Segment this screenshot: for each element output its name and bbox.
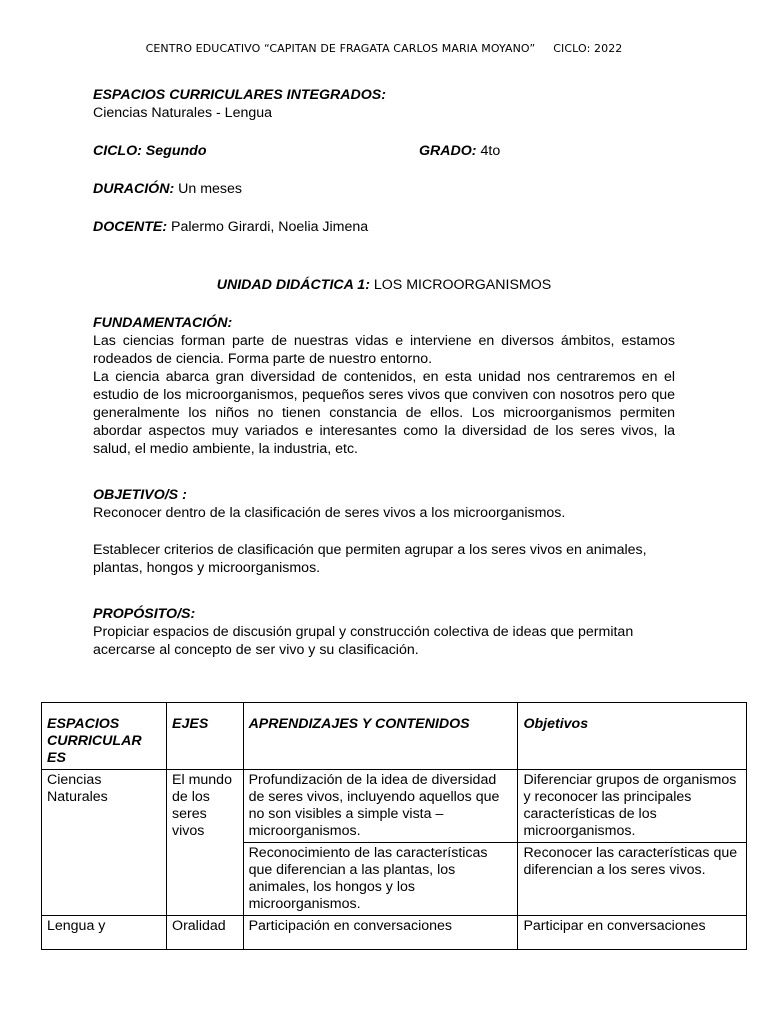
header-aprendizajes: APRENDIZAJES Y CONTENIDOS bbox=[243, 703, 518, 770]
header-ejes: EJES bbox=[167, 703, 244, 770]
page-header bbox=[0, 42, 768, 55]
fundamentacion-p2: La ciencia abarca gran diversidad de contenidos, en esta unidad nos centraremos en el estudio de los microorganismos, pequeños seres vivos que conviven con nosotros pero que generalmente los niños no tienen constancia de ellos. Los microorganismos permiten abordar aspectos muy variados e interesantes como la diversidad de los seres vivos, la salud, el medio ambiente, la industria, etc. bbox=[93, 369, 675, 457]
header-objetivos: Objetivos bbox=[518, 703, 747, 770]
espacios-label: ESPACIOS CURRICULARES INTEGRADOS: bbox=[93, 87, 386, 103]
cell-eje: El mundo de los seres vivos bbox=[167, 770, 244, 916]
document-body bbox=[93, 86, 675, 659]
table-header-row bbox=[42, 703, 747, 770]
espacios-section bbox=[93, 86, 675, 122]
cell-espacio: Lengua y bbox=[42, 916, 167, 950]
unidad-value: LOS MICROORGANISMOS bbox=[369, 277, 552, 293]
table-row bbox=[42, 916, 747, 950]
proposito-text: Propiciar espacios de discusión grupal y construcción colectiva de ideas que permitan acercarse al concepto de ser vivo y su clasificación. bbox=[93, 624, 634, 658]
grado-label: GRADO: bbox=[419, 143, 477, 159]
docente-label: DOCENTE: bbox=[93, 219, 168, 235]
cell-eje: Oralidad bbox=[167, 916, 244, 950]
duracion-value: Un meses bbox=[174, 181, 242, 197]
objetivo-2: Establecer criterios de clasificación que permiten agrupar a los seres vivos en animales, plantas, hongos y microorganismos. bbox=[93, 542, 647, 576]
docente-value: Palermo Girardi, Noelia Jimena bbox=[167, 219, 369, 235]
fundamentacion-label: FUNDAMENTACIÓN: bbox=[93, 315, 233, 331]
school-name: CENTRO EDUCATIVO “CAPITAN DE FRAGATA CARLOS MARIA MOYANO” bbox=[145, 42, 536, 55]
duracion-label: DURACIÓN: bbox=[93, 181, 175, 197]
cell-contenido: Participación en conversaciones bbox=[243, 916, 518, 950]
docente-line bbox=[93, 218, 675, 236]
cell-espacio: Ciencias Naturales bbox=[42, 770, 167, 916]
ciclo-label: CICLO: Segundo bbox=[93, 143, 207, 159]
cell-objetivo: Reconocer las características que diferencian a los seres vivos. bbox=[518, 843, 747, 916]
cell-contenido: Reconocimiento de las características que diferencian a las plantas, los animales, los hongos y los microorganismos. bbox=[243, 843, 518, 916]
ciclo-grado-row bbox=[93, 142, 675, 160]
unidad-label: UNIDAD DIDÁCTICA 1: bbox=[216, 277, 370, 293]
header-cycle: CICLO: 2022 bbox=[553, 42, 623, 55]
grado-value: 4to bbox=[476, 143, 501, 159]
fundamentacion-p1: Las ciencias forman parte de nuestras vidas e interviene en diversos ámbitos, estamos rodeados de ciencia. Forma parte de nuestro entorno. bbox=[93, 333, 675, 367]
objetivo-1: Reconocer dentro de la clasificación de seres vivos a los microorganismos. bbox=[93, 505, 566, 521]
cell-objetivo: Participar en conversaciones bbox=[518, 916, 747, 950]
cell-contenido: Profundización de la idea de diversidad de seres vivos, incluyendo aquellos que no son visibles a simple vista – microorganismos. bbox=[243, 770, 518, 843]
table-row bbox=[42, 770, 747, 843]
proposito-label: PROPÓSITO/S: bbox=[93, 606, 196, 622]
duracion-line bbox=[93, 180, 675, 198]
cell-objetivo: Diferenciar grupos de organismos y reconocer las principales características de los microorganismos. bbox=[518, 770, 747, 843]
espacios-value: Ciencias Naturales - Lengua bbox=[93, 105, 273, 121]
unit-title bbox=[93, 276, 675, 294]
objetivos-label: OBJETIVO/S : bbox=[93, 487, 187, 503]
header-espacios: ESPACIOS CURRICULAR ES bbox=[42, 703, 167, 770]
curriculum-table bbox=[41, 702, 747, 950]
